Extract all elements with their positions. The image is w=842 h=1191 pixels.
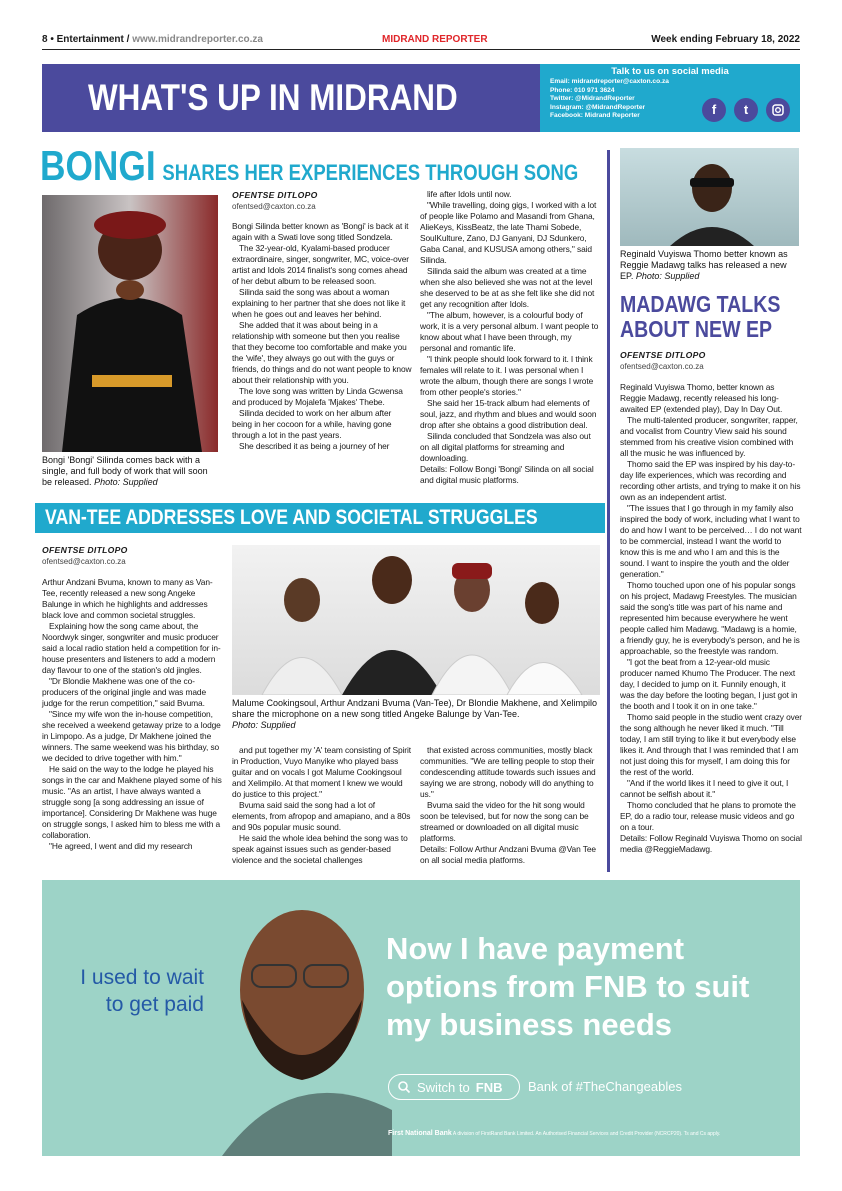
article-paragraph: The multi-talented producer, songwriter, rapper, and vocalist from Country View said his sound stemmed from his creative vision combined with all the music he was influenced by. xyxy=(620,415,798,458)
section-banner-title: WHAT'S UP IN MIDRAND xyxy=(88,77,458,118)
article-paragraph: Thomo touched upon one of his popular songs on his project, Madawg Freestyles. The musician said the song's title was part of his name and represented him because everywhere he went people called him Madawg. "Madawg is a homie, a friendly guy, he is everybody's person, and he is approachable, so the freestyle was random. xyxy=(620,580,800,656)
byline: OFENTSE DITLOPO xyxy=(42,545,128,555)
article-paragraph: She said her 15-track album had elements of soul, jazz, and rhythm and blues and would soon drop after she obtains a good distribution deal. xyxy=(420,398,597,430)
bongi-headline xyxy=(40,142,681,190)
ad-bank-line: Bank of #TheChangeables xyxy=(528,1079,682,1094)
ad-fineprint: First National Bank A division of FirstRand Bank Limited. An Authorised Financial Services and Credit Provider (NCRCP20). Ts and Cs apply. xyxy=(388,1130,721,1137)
social-phone: Phone: 010 971 3624 xyxy=(550,86,615,94)
ad-portrait xyxy=(192,880,392,1156)
bongi-headline-small: SHARES HER EXPERIENCES THROUGH SONG xyxy=(162,160,579,185)
madawg-headline: MADAWG TALKS ABOUT NEW EP xyxy=(620,291,781,342)
author-email[interactable]: ofentsed@caxton.co.za xyxy=(620,362,704,371)
vantee-photo xyxy=(232,545,600,695)
social-title: Talk to us on social media xyxy=(611,66,729,77)
article-paragraph: She added that it was about being in a relationship with someone but then you realise that they become too comfortable and make you the 'wife', they always go out with the guys or friends, do things and do not want people to know about their relationship with you. xyxy=(232,320,412,385)
madawg-caption: Reginald Vuyiswa Thomo better known as Reggie Madawg talks has released a new EP. Photo: Supplied xyxy=(620,249,788,282)
article-paragraph: Bongi Silinda better known as 'Bongi' is back at it again with a Swati love song titled Sondzela. xyxy=(232,221,409,242)
article-paragraph: and put together my 'A' team consisting of Spirit in Production, Vuyo Manyike who played bass guitar and on vocals I got Malume Cookingsoul and Xelimpilo. At that moment I knew we would do justice to this project." xyxy=(232,745,411,799)
social-instagram: Instagram: @MidrandReporter xyxy=(550,103,646,111)
article-column xyxy=(420,745,602,866)
bongi-photo xyxy=(42,195,218,452)
ad-tagline: I used to wait to get paid xyxy=(80,966,204,1016)
vantee-caption: Malume Cookingsoul, Arthur Andzani Bvuma (Van-Tee), Dr Blondie Makhene, and Xelimpilo share the microphone on a new song titled Angeke Balunge by Van-Tee. Photo: Supplied xyxy=(232,698,598,731)
article-paragraph: Silinda decided to work on her album after being in her cocoon for a while, having gone through a lot in the past years. xyxy=(232,408,392,440)
article-paragraph: Silinda concluded that Sondzela was also out on all digital platforms for streaming and downloading. xyxy=(420,431,591,463)
twitter-icon[interactable]: t xyxy=(734,98,758,122)
article-paragraph: Thomo said people in the studio went crazy over the song although he never liked it much. "Till today, I am still trying to like it but everybody else likes it. And through that I was reminded that I am not just doing this for myself, I am doing this for the rest of the world. xyxy=(620,712,802,777)
article-paragraph: Reginald Vuyiswa Thomo, better known as Reggie Madawg, recently released his long-awaited EP (extended play), Day In Day Out. xyxy=(620,382,783,414)
article-paragraph: Bvuma said the video for the hit song would soon be televised, but for now the song can be streamed or downloaded on all digital music platforms. xyxy=(420,800,589,843)
article-paragraph: "While travelling, doing gigs, I worked with a lot of people like Polamo and Masandi from Ghana, AlieKeys, KissBeatz, the late Thami Sobede, SoulKulture, Zano, DJ Ganyani, DJ Sdunkero, Gaba Canal, and KUSUSA among others," said Silinda. xyxy=(420,200,597,265)
madawg-photo xyxy=(620,148,799,246)
article-paragraph: "I think people should look forward to it. I think females will relate to it. I was personal when I wrote the album, though there are songs I wrote from other people's stories." xyxy=(420,354,594,397)
social-facebook: Facebook: Midrand Reporter xyxy=(550,112,640,120)
article-paragraph: Thomo concluded that he plans to promote the EP, do a radio tour, release music videos and go on a tour. xyxy=(620,800,796,832)
article-paragraph: The love song was written by Linda Gcwensa and produced by Mojalefa 'Mjakes' Thebe. xyxy=(232,386,403,407)
article-paragraph: "Dr Blondie Makhene was one of the co-producers of the original jingle and was made judge for the rerun competition," said Bvuma. xyxy=(42,676,207,708)
article-paragraph: She described it as being a journey of her xyxy=(239,441,390,451)
article-paragraph: Silinda said the song was about a woman explaining to her partner that she does not like it when he goes out and leaves her behind. xyxy=(232,287,406,319)
article-paragraph: Details: Follow Arthur Andzani Bvuma @Van Tee on all social media platforms. xyxy=(420,844,596,865)
section-banner xyxy=(42,64,540,132)
article-column xyxy=(232,221,412,452)
page-header xyxy=(42,34,800,50)
article-paragraph: He said on the way to the lodge he played his songs in the car and Makhene played some of his music. "As an artist, I have always wanted a struggle song [a song addressing an issue of importance]. Considering Dr Makhene was huge on struggle songs, I asked him to bless me with a collaboration. xyxy=(42,764,222,840)
switch-brand: FNB xyxy=(475,1079,503,1095)
social-box xyxy=(540,64,800,132)
switch-to-fnb-button[interactable] xyxy=(388,1074,520,1100)
social-twitter: Twitter: @MidrandReporter xyxy=(550,95,635,103)
article-paragraph: "I got the beat from a 12-year-old music producer named Khumo The Producer. The next day, I decided to jump on it. Funnily enough, it was the day before the looting began, I just got in the booth and I took it on in one take." xyxy=(620,657,798,711)
byline: OFENTSE DITLOPO xyxy=(232,190,318,200)
ad-headline: Now I have payment options from FNB to suit my business needs xyxy=(386,931,750,1042)
article-paragraph: that existed across communities, mostly black communities. "We are telling people to stop their condescending attitude towards such issues and saying we are strong, nobody will do anything to us." xyxy=(420,745,596,799)
social-email: Email: midrandreporter@caxton.co.za xyxy=(550,78,669,86)
article-paragraph: He said the whole idea behind the song was to speak against issues such as gender-based violence and the societal challenges xyxy=(232,833,408,865)
paper-name: MIDRAND REPORTER xyxy=(382,34,488,45)
article-column xyxy=(232,745,412,866)
vantee-headline xyxy=(35,503,605,533)
vantee-headline-text: VAN-TEE ADDRESSES LOVE AND SOCIETAL STRUGGLES xyxy=(45,506,538,529)
byline: OFENTSE DITLOPO xyxy=(620,350,706,360)
author-email[interactable]: ofentsed@caxton.co.za xyxy=(42,557,126,566)
search-icon xyxy=(397,1080,411,1094)
article-paragraph: "He agreed, I went and did my research xyxy=(49,841,193,851)
article-paragraph: Details: Follow Reginald Vuyiswa Thomo on social media @ReggieMadawg. xyxy=(620,833,802,854)
article-paragraph: Silinda said the album was created at a time when she also believed she was not at the level she deserved to be at as she felt like she did not get any recognition after Idols. xyxy=(420,266,595,309)
article-column xyxy=(620,382,802,855)
site-url[interactable]: www.midrandreporter.co.za xyxy=(132,34,263,45)
article-paragraph: Bvuma said said the song had a lot of elements, from afropop and amapiano, and a 80s and 90s popular music sound. xyxy=(232,800,411,832)
bongi-caption: Bongi 'Bongi' Silinda comes back with a single, and full body of work that will soon be released. Photo: Supplied xyxy=(42,455,208,488)
instagram-icon[interactable] xyxy=(766,98,790,122)
article-paragraph: "The issues that I go through in my family also inspired the body of work, including what I want to do and how I want to be perceived… I do not want to be commercial, instead I want the world to know this is me and who I am and this is the sound. I want to inspire the youth and the older generation." xyxy=(620,503,802,579)
article-paragraph: life after Idols until now. xyxy=(427,189,512,199)
article-column xyxy=(42,577,224,852)
switch-prefix: Switch to xyxy=(417,1079,470,1095)
article-paragraph: Thomo said the EP was inspired by his day-to-day life experiences, which was recording and recording other artists, and trying to make it on his own as an independent artist. xyxy=(620,459,801,502)
column-divider xyxy=(607,150,610,872)
article-paragraph: The 32-year-old, Kyalami-based producer extraordinaire, singer, songwriter, MC, voice-over artist and Idols 2014 finalist's song comes ahead of her debut album to be released soon. xyxy=(232,243,409,286)
article-paragraph: "Since my wife won the in-house competition, she received a weekend getaway prize to a lodge in Limpopo. As a judge, Dr Makhene joined the winners. The same weekend was his birthday, so we decided to drive together with him." xyxy=(42,709,221,763)
author-email[interactable]: ofentsed@caxton.co.za xyxy=(232,202,316,211)
article-column xyxy=(420,189,602,486)
facebook-icon[interactable]: f xyxy=(702,98,726,122)
article-paragraph: "The album, however, is a colourful body of work, it is a very personal album. I want people to know about what I have been through, my personal and romantic life. xyxy=(420,310,599,353)
article-paragraph: Arthur Andzani Bvuma, known to many as Van-Tee, recently released a new song Angeke Balunge in which he highlights and addresses black love and common societal struggles. xyxy=(42,577,213,620)
section-label: 8 • Entertainment / xyxy=(42,34,130,45)
issue-date: Week ending February 18, 2022 xyxy=(651,34,800,45)
article-paragraph: Details: Follow Bongi 'Bongi' Silinda on all social and digital music platforms. xyxy=(420,464,594,485)
article-paragraph: "And if the world likes it I need to give it out, I cannot be selfish about it." xyxy=(620,778,789,799)
fnb-advertisement[interactable] xyxy=(42,880,800,1156)
bongi-headline-big: BONGI xyxy=(40,142,156,189)
article-paragraph: Explaining how the song came about, the Noordwyk singer, songwriter and music producer said a local radio station held a competition for in-house presenters and listeners to add a modern day flavour to one of the station's old jingles. xyxy=(42,621,221,675)
